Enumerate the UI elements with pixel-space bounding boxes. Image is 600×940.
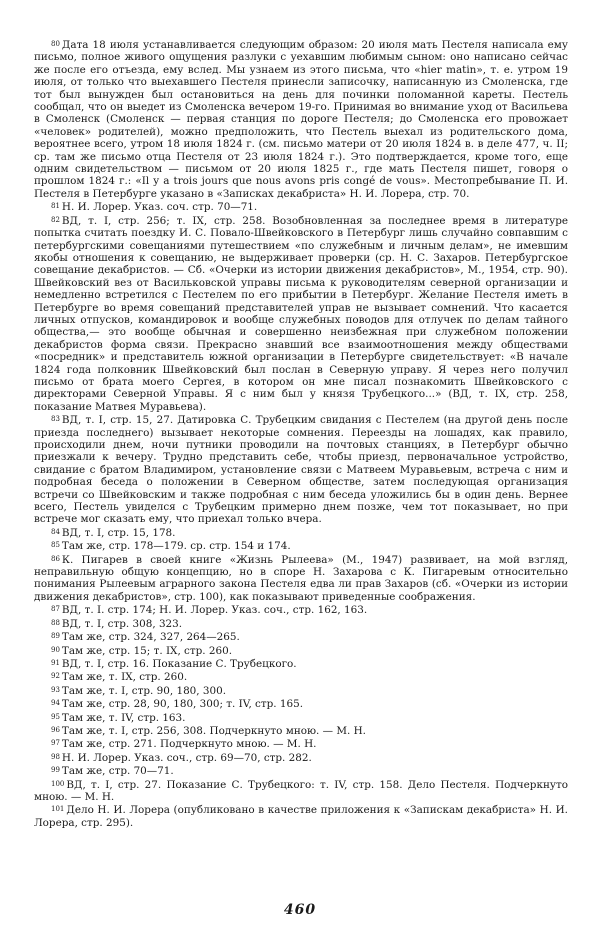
footnote-97 [34,737,568,750]
footnote-number: 83 [51,415,60,424]
footnote-text: Дело Н. И. Лорера (опубликовано в качестве приложения к «Запискам декабриста» Н. И. Лорера, стр. 295). [34,804,568,829]
footnote-number: 85 [51,541,60,550]
footnote-85 [34,539,568,552]
footnote-92 [34,670,568,683]
footnote-89 [34,630,568,643]
footnote-text: Там же, стр. 324, 327, 264—265. [61,631,240,644]
footnote-93 [34,684,568,697]
footnote-number: 101 [51,805,65,814]
footnote-83 [34,413,568,526]
footnote-text: ВД, т. I, стр. 27. Показание С. Трубецкого: т. IV, стр. 158. Дело Пестеля. Подчеркнуто мною. — М. Н. [34,778,568,803]
footnote-text: ВД, т. I, стр. 15, 27. Датировка С. Трубецким свидания с Пестелем (на другой день после приезда последнего) вызывает некоторые сомнения. Переезды на лошадях, как правило, происходили днем, ночи путники проводили на почтовых станциях, в Петербург обычно приезжали к вечеру. Трудно представить себе, чтобы приезд, первоначальное устройство, свидание с братом Владимиром, установление связи с Матвеем Муравьевым, встреча с ним и подробная беседа о положении в Северном обществе, затем последующая организация встречи со Швейковским и также подробная с ним беседа уложились бы в один день. Вернее всего, Пестель увиделся с Трубецким примерно днем позже, чем тот показывает, но при встрече мог сказать ему, что приехал только вчера. [34,414,568,526]
footnote-86 [34,553,568,604]
footnote-number: 87 [51,605,60,614]
footnote-90 [34,644,568,657]
footnote-number: 84 [51,527,60,536]
footnote-text: Там же, стр. 178—179. ср. стр. 154 и 174. [61,540,291,553]
footnote-text: Там же, стр. 271. Подчеркнуто мною. — М. Н. [61,738,317,751]
footnote-80 [34,38,568,200]
footnote-number: 81 [51,202,60,211]
footnote-98 [34,751,568,764]
footnote-94 [34,697,568,710]
footnote-81 [34,200,568,213]
footnote-number: 99 [51,766,60,775]
footnote-text: ВД, т. I, стр. 308, 323. [61,617,183,630]
footnote-99 [34,764,568,777]
footnote-number: 90 [51,645,60,654]
footnote-text: Там же, т. IV, стр. 163. [61,711,186,724]
footnote-text: Там же, стр. 70—71. [61,765,174,778]
footnote-number: 94 [51,699,60,708]
footnote-text: Там же, стр. 15; т. IX, стр. 260. [61,644,233,657]
footnote-text: ВД, т. I, стр. 256; т. IX, стр. 258. Возобновленная за последнее время в литературе попытка считать поездку И. С. Повало-Швейковского в Петербург лишь случайно совпавшим с петербургскими совещаниями путешествием «по служебным и личным делам», не имевшим якобы отношения к совещанию, не выдерживает проверки (ср. Н. С. Захаров. Петербургское совещание декабристов. — Сб. «Очерки из истории движения декабристов», М., 1954, стр. 90). Швейковский вез от Васильковской управы письма к руководителям северной организации и немедленно встретился с Пестелем по его прибытии в Петербург. Желание Пестеля иметь в Петербурге во время совещаний представителей управ не вызывает сомнений. Что касается личных отпусков, командировок и вообще служебных поводов для отлучек по делам тайного общества,— это вообще обычная и совершенно неизбежная при служебном положении декабристов форма связи. Прекрасно знавший все взаимоотношения между обществами «посредник» и представитель южной организации в Петербурге свидетельствует: «В начале 1824 года полковник Швейковский был послан в Северную управу. Я через него получил письмо от брата моего Сергея, в котором он мне писал познакомить Швейковского с директорами Северной Управы. Я с ним был у князя Трубецкого...» (ВД, т. IX, стр. 258, показание Матвея Муравьева). [34,214,568,413]
footnote-number: 89 [51,632,60,641]
footnote-number: 100 [51,779,65,788]
footnote-number: 82 [51,215,60,224]
footnote-number: 86 [51,554,60,563]
footnotes-block [34,38,568,829]
footnote-87 [34,603,568,616]
footnote-text: ВД, т. I, стр. 16. Показание С. Трубецкого. [61,657,297,670]
footnote-number: 98 [51,752,60,761]
footnote-96 [34,724,568,737]
footnote-88 [34,617,568,630]
footnote-text: К. Пигарев в своей книге «Жизнь Рылеева» (М., 1947) развивает, на мой взгляд, неправильную общую концепцию, но в споре Н. Захарова с К. Пигаревым относительно понимания Рылеевым аграрного закона Пестеля едва ли прав Захаров (сб. «Очерки из истории движения декабристов», стр. 100), как показывают приведенные соображения. [34,553,568,603]
footnote-number: 92 [51,672,60,681]
footnote-text: Там же, стр. 28, 90, 180, 300; т. IV, стр. 165. [61,698,304,711]
footnote-number: 91 [51,658,60,667]
footnote-95 [34,711,568,724]
footnote-84 [34,526,568,539]
footnote-number: 95 [51,712,60,721]
footnote-text: Дата 18 июля устанавливается следующим образом: 20 июля мать Пестеля написала ему письмо, полное живого ощущения разлуки с уехавшим любимым сыном: оно написано сейчас же после его отъезда, ему вслед. Мы узнаем из этого письма, что «hier matin», т. е. утром 19 июля, от только что выехавшего Пестеля принесли записочку, написанную из Смоленска, где тот был вынужден был остановиться на день для починки поломанной кареты. Пестель сообщал, что он выедет из Смоленска вечером 19-го. Принимая во внимание уход от Васильева в Смоленск (Смоленск — первая станция по дороге Пестеля; до Смоленска его провожает «человек» родителей), можно предположить, что Пестель выехал из родительского дома, вероятнее всего, утром 18 июля 1824 г. (см. письмо матери от 20 июля 1824 в. в деле 477, ч. II; ср. там же письмо отца Пестеля от 23 июля 1824 г.). Это подтверждается, кроме того, еще одним свидетельством — письмом от 20 июля 1825 г., где мать Пестеля пишет, говоря о прошлом 1824 г.: «Il y a trois jours que nous avons pris congé de vous». Местопребывание П. И. Пестеля в Петербурге указано в «Записках декабриста» Н. И. Лорера, стр. 70. [34,39,568,200]
footnote-text: Там же, т. I, стр. 256, 308. Подчеркнуто мною. — М. Н. [61,724,366,737]
footnote-82 [34,214,568,414]
page-number: 460 [283,902,317,918]
footnote-text: Н. И. Лорер. Указ. соч. стр. 70—71. [61,201,258,214]
footnote-number: 88 [51,618,60,627]
footnote-text: Там же, т. I, стр. 90, 180, 300. [61,684,227,697]
footnote-101 [34,803,568,829]
footnote-100 [34,778,568,804]
footnote-text: ВД, т. I, стр. 15, 178. [61,526,176,539]
footnote-number: 80 [51,40,60,48]
footnote-91 [34,657,568,670]
footnote-number: 96 [51,725,60,734]
footnote-text: Н. И. Лорер. Указ. соч., стр. 69—70, стр. 282. [61,751,312,764]
footnote-text: Там же, т. IX, стр. 260. [61,671,188,684]
footnote-number: 93 [51,685,60,694]
footnote-number: 97 [51,739,60,748]
footnote-text: ВД, т. I. стр. 174; Н. И. Лорер. Указ. соч., стр. 162, 163. [61,604,368,617]
